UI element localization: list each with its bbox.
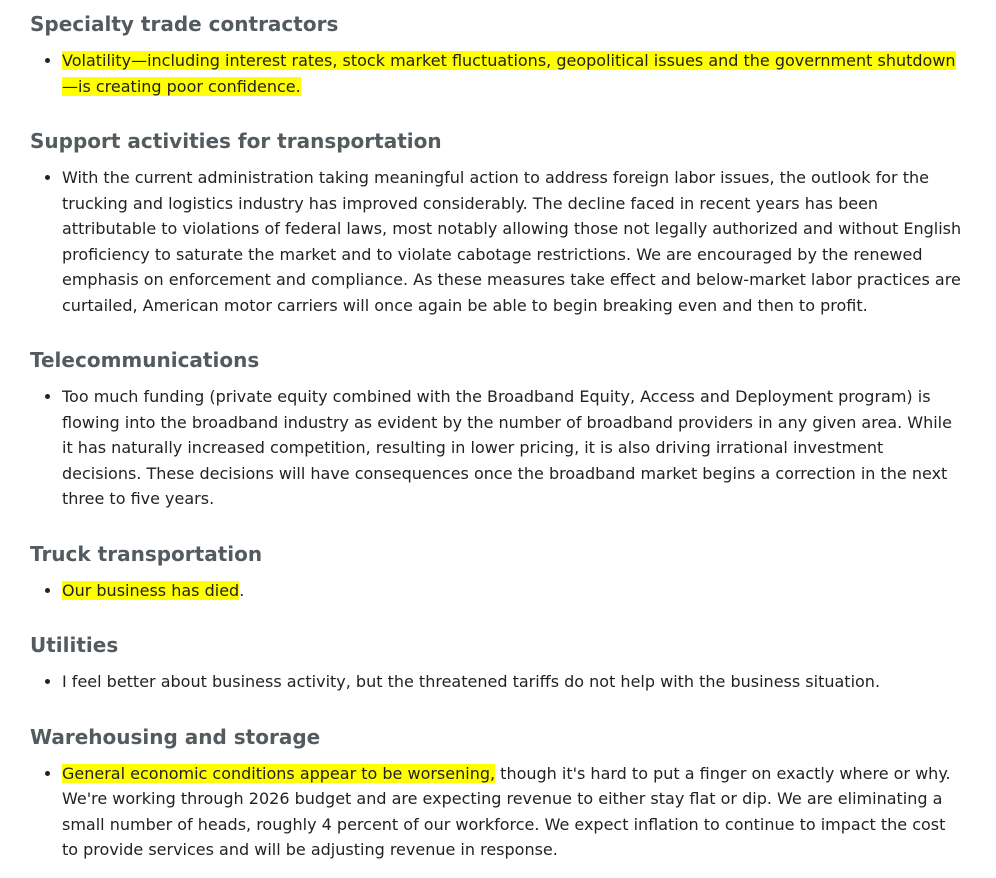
comment-item <box>62 669 966 695</box>
comment-text: . <box>239 580 245 600</box>
comment-item <box>62 384 966 512</box>
highlighted-text: Volatility—including interest rates, stock market fluctuations, geopolitical issues and the government shutdown—is creating poor confidence. <box>62 51 956 96</box>
comment-list <box>30 669 966 695</box>
highlighted-text: Our business has died <box>62 580 240 600</box>
comment-list <box>30 384 966 512</box>
comment-list <box>30 761 966 863</box>
section-heading: Specialty trade contractors <box>30 12 339 36</box>
section-truck-transportation <box>30 540 966 604</box>
comment-text: Too much funding (private equity combined with the Broadband Equity, Access and Deployment program) is flowing into the broadband industry as evident by the number of broadband providers in any given area. While it has naturally increased competition, resulting in lower pricing, it is also driving irrational investment decisions. These decisions will have consequences once the broadband market begins a correction in the next three to five years. <box>62 387 952 508</box>
comment-item <box>62 48 966 99</box>
highlighted-text: General economic conditions appear to be worsening, <box>62 763 496 783</box>
section-heading: Utilities <box>30 633 119 657</box>
comment-text: I feel better about business activity, but the threatened tariffs do not help with the business situation. <box>62 672 881 691</box>
section-heading: Telecommunications <box>30 348 260 372</box>
section-warehousing-storage <box>30 723 966 863</box>
comment-text: With the current administration taking meaningful action to address foreign labor issues, the outlook for the trucking and logistics industry has improved considerably. The decline faced in recent years has been attributable to violations of federal laws, most notably allowing those not legally authorized and without English proficiency to saturate the market and to violate cabotage restrictions. We are encouraged by the renewed emphasis on enforcement and compliance. As these measures take effect and below-market labor practices are curtailed, American motor carriers will once again be able to begin breaking even and then to profit. <box>62 168 962 315</box>
comment-list <box>30 578 966 604</box>
comment-text: though it's hard to put a finger on exactly where or why. We're working through 2026 budget and are expecting revenue to either stay flat or dip. We are eliminating a small number of heads, roughly 4 percent of our workforce. We expect inflation to continue to impact the cost to provide services and will be adjusting revenue in response. <box>62 763 951 859</box>
comment-item <box>62 761 966 863</box>
comment-item <box>62 578 966 604</box>
section-telecommunications <box>30 346 966 512</box>
comment-list <box>30 165 966 318</box>
section-heading: Support activities for transportation <box>30 129 442 153</box>
comment-item <box>62 165 966 318</box>
section-heading: Warehousing and storage <box>30 724 321 749</box>
section-heading: Truck transportation <box>30 541 263 566</box>
section-utilities <box>30 631 966 695</box>
comment-list <box>30 48 966 99</box>
section-support-activities-transportation <box>30 127 966 318</box>
section-specialty-trade-contractors <box>30 10 966 99</box>
